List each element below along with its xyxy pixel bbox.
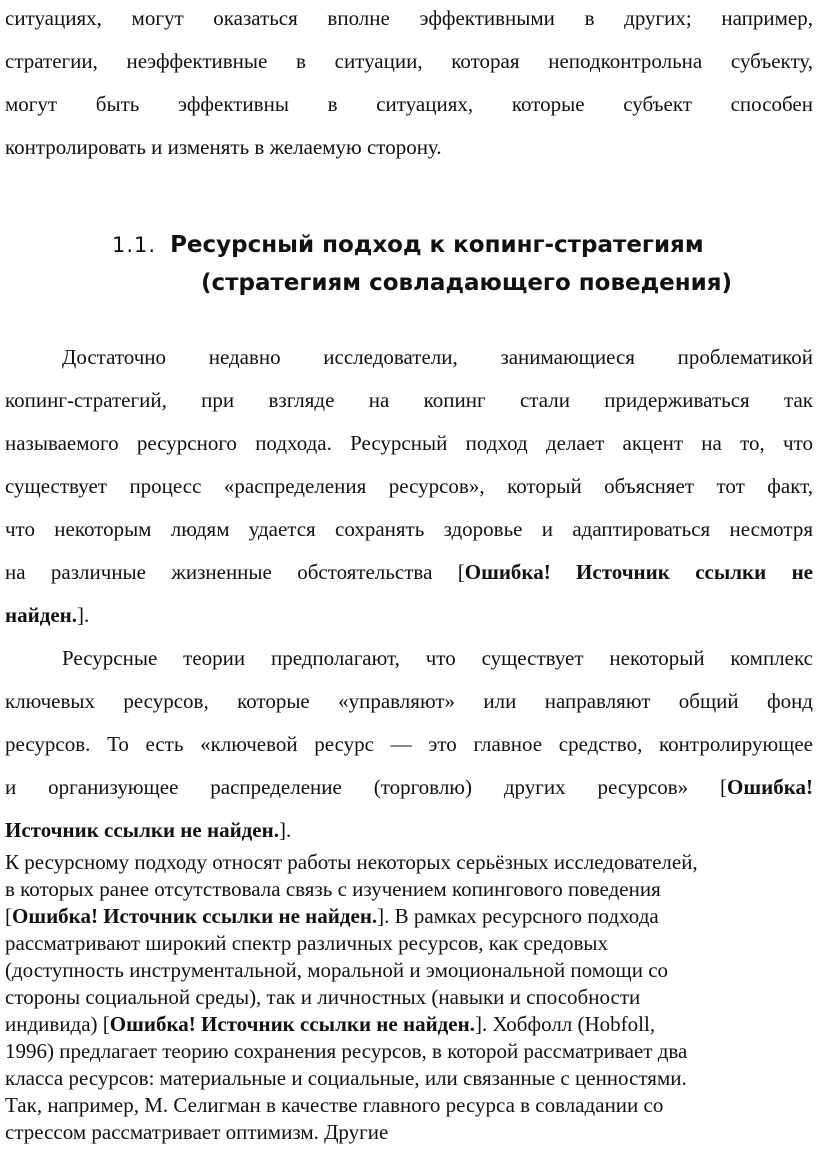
p1-line-6 <box>5 557 813 587</box>
citation-error: Ошибка! Источник ссылки не <box>464 560 813 584</box>
p3-line-9: класса ресурсов: материальные и социальные, или связанные с ценностями. <box>5 1066 687 1090</box>
p3-line-6: стороны социальной среды), так и личностных (навыки и способности <box>5 985 641 1009</box>
p3-line-8: 1996) предлагает теорию сохранения ресурсов, в которой рассматривает два <box>5 1039 688 1063</box>
p1-line-7-text: ]. <box>77 603 90 627</box>
p1-line-4: существует процесс «распределения ресурсов», который объясняет тот факт, <box>5 474 813 498</box>
p1-line-1: Достаточно недавно исследователи, занимающиеся проблематикой <box>62 345 813 369</box>
section-heading-line-1: Ресурсный подход к копинг-стратегиям <box>170 232 704 258</box>
p3-line-7 <box>5 1012 813 1037</box>
p3-line-7-text: ]. Хобфолл (Hobfoll, <box>474 1012 656 1036</box>
p1-line-5: что некоторым людям удается сохранять здоровье и адаптироваться несмотря <box>5 517 813 541</box>
p3-line-5: (доступность инструментальной, моральной и эмоциональной помощи со <box>5 958 669 982</box>
section-number: 1.1. <box>112 233 157 257</box>
p2-line-4 <box>5 772 813 802</box>
section-heading <box>112 228 704 262</box>
p1-line-2: копинг-стратегий, при взгляде на копинг стали придерживаться так <box>5 388 813 412</box>
intro-line-1: ситуациях, могут оказаться вполне эффективными в других; например, <box>5 6 813 30</box>
p3-line-7-open: индивида) [ <box>5 1012 110 1036</box>
p1-line-7 <box>5 600 813 630</box>
p1-line-3: называемого ресурсного подхода. Ресурсный подход делает акцент на то, что <box>5 431 813 455</box>
citation-error: Источник ссылки не найден. <box>5 818 279 842</box>
intro-line-3: могут быть эффективны в ситуациях, которые субъект способен <box>5 92 813 116</box>
p3-line-4: рассматривают широкий спектр различных ресурсов, как средовых <box>5 931 609 955</box>
p2-line-5-text: ]. <box>278 818 292 842</box>
intro-line-2: стратегии, неэффективные в ситуации, которая неподконтрольна субъекту, <box>5 49 813 73</box>
p1-line-6-text: на различные жизненные обстоятельства [ <box>5 560 465 584</box>
p3-line-1: К ресурсному подходу относят работы некоторых серьёзных исследователей, <box>5 850 698 874</box>
p3-line-3-text: ]. В рамках ресурсного подхода <box>377 904 659 928</box>
citation-error: Ошибка! <box>727 775 813 799</box>
section-heading-line-2: (стратегиям совладающего поведения) <box>201 270 733 296</box>
p2-line-3: ресурсов. То есть «ключевой ресурс — это главное средство, контролирующее <box>5 732 813 756</box>
p2-line-2: ключевых ресурсов, которые «управляют» или направляют общий фонд <box>5 689 813 713</box>
p2-line-5 <box>5 815 813 845</box>
citation-error: Ошибка! Источник ссылки не найден. <box>109 1012 475 1036</box>
intro-line-4: контролировать и изменять в желаемую сторону. <box>5 135 442 159</box>
citation-error: Ошибка! Источник ссылки не найден. <box>12 904 378 928</box>
p3-line-11: стрессом рассматривает оптимизм. Другие <box>5 1120 389 1144</box>
p3-line-10: Так, например, М. Селигман в качестве главного ресурса в совладании со <box>5 1093 664 1117</box>
p3-line-3 <box>5 904 813 929</box>
p3-line-3-open: [ <box>5 904 12 928</box>
citation-error: найден. <box>5 603 77 627</box>
p3-line-2: в которых ранее отсутствовала связь с изучением копингового поведения <box>5 877 661 901</box>
p2-line-1: Ресурсные теории предполагают, что существует некоторый комплекс <box>62 646 813 670</box>
p2-line-4-text: и организующее распределение (торговлю) других ресурсов» [ <box>5 775 728 799</box>
